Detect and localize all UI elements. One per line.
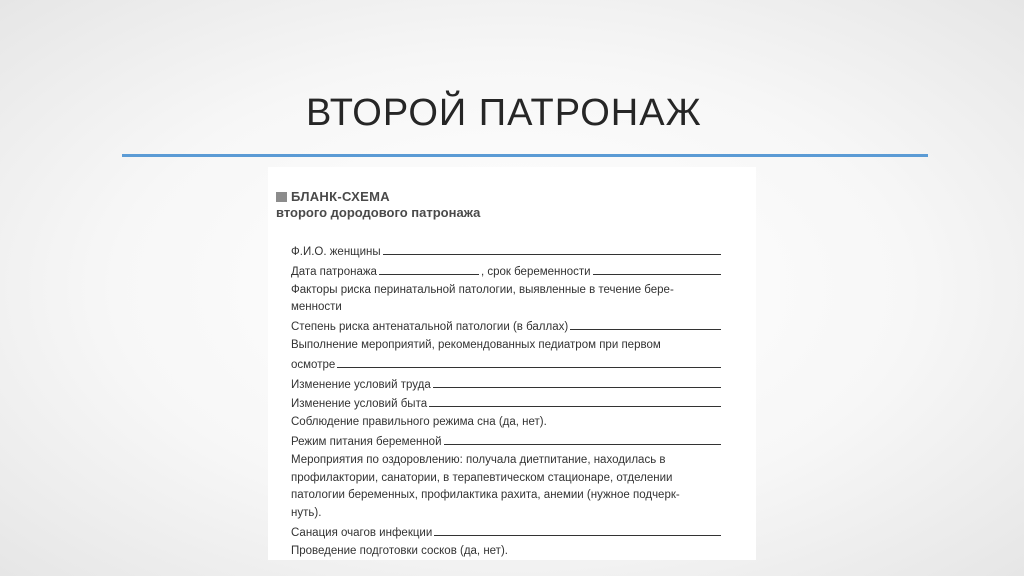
blank-line [570,317,721,330]
field-risk-degree-label: Степень риска антенатальной патологии (в баллах) [291,321,569,334]
field-measures-cont [291,355,721,375]
field-fio [291,242,721,262]
field-fio-label: Ф.И.О. женщины [291,246,381,258]
field-sleep-label: Соблюдение правильного режима сна (да, нет). [291,416,547,429]
form-subtitle: второго дородового патронажа [276,205,481,220]
blank-line [337,355,721,368]
field-work-change [291,375,721,395]
field-health-label-4: нуть). [291,507,322,520]
blank-line [434,523,721,536]
field-health-label-2: профилактории, санатории, в терапевтическом стационаре, отделении [291,471,673,484]
blank-line [444,432,722,445]
slide-title: ВТОРОЙ ПАТРОНАЖ [306,92,702,134]
blank-line [379,262,479,275]
form-scan [268,167,756,560]
field-health-label-3: патологии беременных, профилактика рахита, анемии (нужное подчерк- [291,489,680,502]
field-sanation-label: Санация очагов инфекции [291,526,433,539]
field-nipples-label: Проведение подготовки сосков (да, нет). [291,544,508,557]
field-risk-degree [291,317,721,337]
field-sanation [291,523,721,543]
field-date-label: Дата патронажа [291,265,377,278]
square-marker-icon [276,192,287,202]
field-measures-label: Выполнение мероприятий, рекомендованных педиатром при первом [291,338,661,351]
field-risk-factors-cont [291,299,721,317]
field-nutrition [291,432,721,452]
blank-line [429,394,721,407]
field-life-change-label: Изменение условий быта [291,398,428,411]
field-measures [291,337,721,355]
form-header [276,189,480,220]
field-nipples [291,543,721,560]
field-health-cont-2 [291,487,721,505]
field-health-cont-3 [291,505,721,523]
form-title-row [276,189,480,204]
field-sleep [291,414,721,432]
field-date [291,262,721,282]
field-risk-factors [291,282,721,300]
field-health-cont-1 [291,470,721,488]
blank-line [383,242,721,255]
blank-line [593,262,721,275]
field-risk-factors-label-cont: менности [291,301,342,314]
field-term-label: , срок беременности [480,265,591,278]
field-health [291,452,721,470]
field-nutrition-label: Режим питания беременной [291,435,442,448]
field-health-label-1: Мероприятия по оздоровлению: получала диетпитание, находилась в [291,453,666,466]
blank-line [433,375,721,388]
form-fields [291,242,721,560]
field-risk-factors-label: Факторы риска перинатальной патологии, выявленные в течение бере- [291,283,674,296]
field-life-change [291,394,721,414]
title-divider [122,154,928,157]
field-work-change-label: Изменение условий труда [291,378,431,391]
form-title: БЛАНК-СХЕМА [291,189,390,204]
field-measures-label-cont: осмотре [291,358,336,371]
